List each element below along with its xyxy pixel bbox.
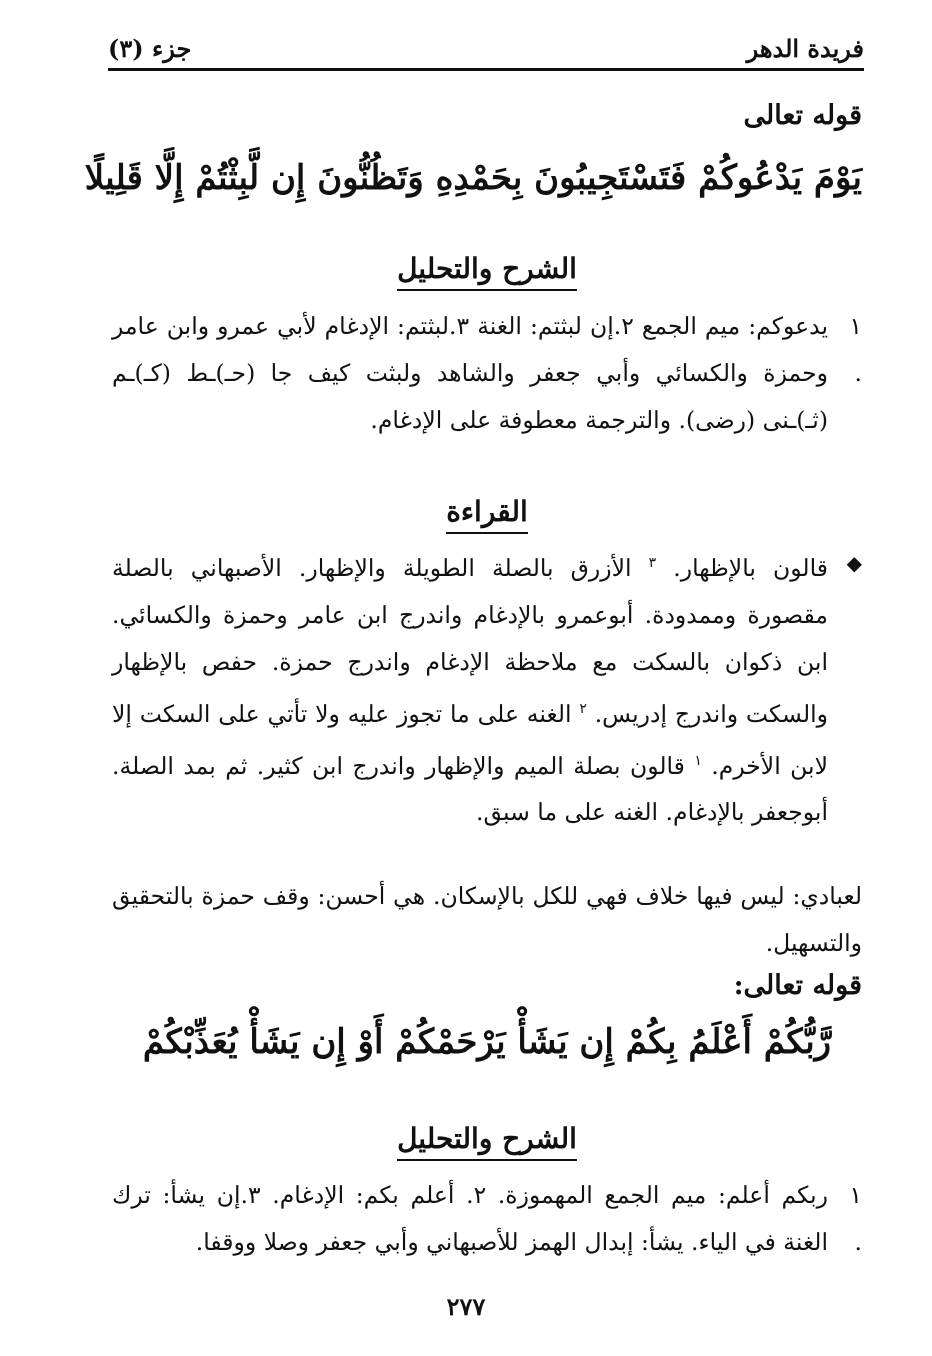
note-block (112, 873, 862, 967)
footnote-marker: ٢ (579, 700, 587, 717)
explanation-text: ربكم أعلم: ميم الجمع المهموزة. ٢. أعلم بكم: الإدغام. ٣.إن يشأ: ترك الغنة في الياء. يشأ: إبدال الهمز للأصبهاني وأبي جعفر وصلا ووقفا. (112, 1181, 829, 1256)
diamond-bullet-icon: ◆ (846, 551, 862, 575)
quran-verse: يَوْمَ يَدْعُوكُمْ فَتَسْتَجِيبُونَ بِحَمْدِهِ وَتَظُنُّونَ إِن لَّبِثْتُمْ إِلَّا قَلِيلًا (84, 158, 862, 198)
section1-explanation (112, 303, 862, 444)
reading-part: الأزرق بالصلة الطويلة والإظهار. الأصبهاني بالصلة مقصورة وممدودة. أبوعمرو بالإدغام واندرج ابن عامر وحمزة والكسائي. ابن ذكوان بالسكت مع ملاحظة الإدغام واندرج حمزة. حفص بالإظهار والسكت واندرج إدريس. (112, 553, 828, 728)
explanation-heading: الشرح والتحليل (397, 1122, 577, 1161)
list-marker: ١ . (849, 1181, 862, 1256)
reading-heading: القراءة (446, 495, 528, 534)
note-text: لعبادي: ليس فيها خلاف فهي للكل بالإسكان. هي أحسن: وقف حمزة بالتحقيق والتسهيل. (112, 882, 862, 957)
section1-explanation-heading-block (112, 252, 862, 285)
reading-text (112, 540, 828, 836)
intro-label: قوله تعالى (743, 100, 862, 131)
reading-part: قالون بالإظهار. (673, 553, 828, 582)
section2-explanation-heading-block (112, 1122, 862, 1155)
list-marker: ١ . (849, 312, 862, 387)
reading-part: الغنه على ما تجوز عليه ولا تأتي على السكت إلا لابن الأخرم. (112, 699, 828, 780)
section2-intro (112, 970, 862, 1001)
section1-reading (112, 540, 862, 836)
page-number: ٢٧٧ (446, 1292, 486, 1321)
intro-label: قوله تعالى: (733, 970, 862, 1001)
section2-explanation (112, 1172, 862, 1266)
quran-verse: رَّبُّكُمْ أَعْلَمُ بِكُمْ إِن يَشَأْ يَرْحَمْكُمْ أَوْ إِن يَشَأْ يُعَذِّبْكُمْ (142, 1022, 832, 1062)
reading-part: قالون بصلة الميم والإظهار واندرج ابن كثير. ثم بمد الصلة. أبوجعفر بالإدغام. الغنه على ما سبق. (112, 751, 828, 827)
explanation-heading: الشرح والتحليل (397, 252, 577, 291)
running-header (108, 28, 864, 71)
explanation-text: يدعوكم: ميم الجمع ٢.إن لبثتم: الغنة ٣.لبثتم: الإدغام لأبي عمرو وابن عامر وحمزة والكسائي وأبي جعفر والشاهد ولبثت كيف جا (حـ)ـط (كـ)ـم (ثـ)ـنى (رضى). والترجمة معطوفة على الإدغام. (112, 312, 829, 434)
book-title: فريدة الدهر (746, 33, 864, 63)
footnote-marker: ١ (694, 752, 702, 769)
section2-verse-block (112, 1022, 862, 1062)
section1-reading-heading-block (112, 495, 862, 528)
section1-intro (112, 100, 862, 131)
footnote-marker: ٣ (648, 555, 657, 571)
section1-verse-block (84, 158, 862, 198)
part-number: جزء (٣) (108, 33, 192, 63)
